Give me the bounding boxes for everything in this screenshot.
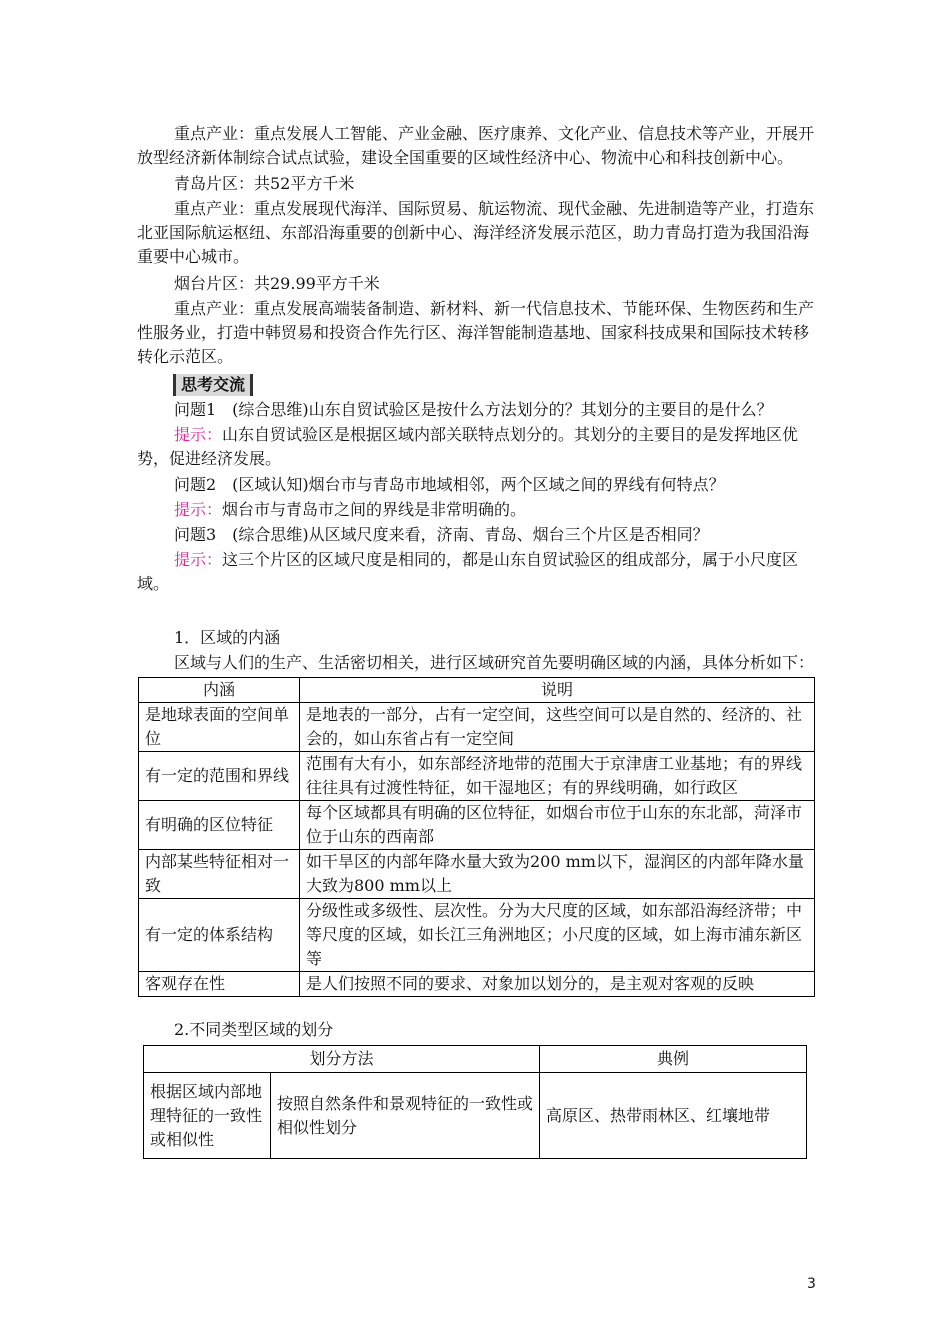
qingdao-industry-paragraph: 重点产业：重点发展现代海洋、国际贸易、航运物流、现代金融、先进制造等产业，打造东北亚国际航运枢纽、东部沿海重要的创新中心、海洋经济发展示范区，助力青岛打造为我国沿海重要中心城市。 [137,199,815,266]
think-exchange-heading: 思考交流 [173,374,253,396]
cell-connotation: 是地球表面的空间单位 [139,703,300,752]
cell-method: 按照自然条件和景观特征的一致性或相似性划分 [271,1073,540,1159]
question-1: 问题1 (综合思维)山东自贸试验区是按什么方法划分的？其划分的主要目的是什么？ [174,400,773,419]
cell-connotation: 内部某些特征相对一致 [139,850,300,899]
hint-label: 提示： [174,425,223,444]
region-connotation-table [138,677,815,997]
qingdao-area-line: 青岛片区：共52平方千米 [174,174,355,193]
region-division-table [143,1045,807,1159]
header-example: 典例 [540,1046,807,1073]
hint-label: 提示： [174,550,223,569]
header-connotation: 内涵 [139,678,300,703]
cell-connotation: 有明确的区位特征 [139,801,300,850]
cell-connotation: 有一定的范围和界线 [139,752,300,801]
cell-explanation: 如干旱区的内部年降水量大致为200 mm以下，湿润区的内部年降水量大致为800 mm以上 [300,850,815,899]
cell-basis: 根据区域内部地理特征的一致性或相似性 [144,1073,271,1159]
header-division-method: 划分方法 [144,1046,540,1073]
question-2: 问题2 (区域认知)烟台市与青岛市地域相邻，两个区域之间的界线有何特点？ [174,475,725,494]
table-row [139,801,815,850]
table-header-row [144,1046,807,1073]
yantai-area-line: 烟台片区：共29.99平方千米 [174,274,380,293]
answer-1: 提示：山东自贸试验区是根据区域内部关联特点划分的。其划分的主要目的是发挥地区优势，促进经济发展。 [137,425,799,468]
cell-connotation: 有一定的体系结构 [139,899,300,972]
answer-2: 提示：烟台市与青岛市之间的界线是非常明确的。 [174,500,527,519]
yantai-industry-paragraph: 重点产业：重点发展高端装备制造、新材料、新一代信息技术、节能环保、生物医药和生产性服务业，打造中韩贸易和投资合作先行区、海洋智能制造基地、国家科技成果和国际技术转移转化示范区。 [137,299,815,366]
header-explanation: 说明 [300,678,815,703]
cell-explanation: 分级性或多级性、层次性。分为大尺度的区域，如东部沿海经济带；中等尺度的区域，如长江三角洲地区；小尺度的区域，如上海市浦东新区等 [300,899,815,972]
cell-explanation: 范围有大有小，如东部经济地带的范围大于京津唐工业基地；有的界线往往具有过渡性特征，如干湿地区；有的界线明确，如行政区 [300,752,815,801]
section-1-intro: 区域与人们的生产、生活密切相关，进行区域研究首先要明确区域的内涵，具体分析如下： [174,653,815,672]
table-row [139,899,815,972]
cell-connotation: 客观存在性 [139,972,300,997]
cell-explanation: 每个区域都具有明确的区位特征，如烟台市位于山东的东北部，菏泽市位于山东的西南部 [300,801,815,850]
cell-example: 高原区、热带雨林区、红壤地带 [540,1073,807,1159]
jinan-industry-paragraph: 重点产业：重点发展人工智能、产业金融、医疗康养、文化产业、信息技术等产业，开展开放型经济新体制综合试点试验，建设全国重要的区域性经济中心、物流中心和科技创新中心。 [137,124,815,167]
question-3: 问题3 (综合思维)从区域尺度来看，济南、青岛、烟台三个片区是否相同？ [174,525,709,544]
table-row [144,1073,807,1159]
section-1-title: 1．区域的内涵 [174,628,281,647]
section-2-title: 2.不同类型区域的划分 [174,1020,334,1039]
cell-explanation: 是人们按照不同的要求、对象加以划分的，是主观对客观的反映 [300,972,815,997]
table-row [139,972,815,997]
answer-3: 提示：这三个片区的区域尺度是相同的，都是山东自贸试验区的组成部分，属于小尺度区域。 [137,550,799,593]
table-row [139,703,815,752]
page-number: 3 [807,1276,816,1292]
table-row [139,850,815,899]
cell-explanation: 是地表的一部分，占有一定空间，这些空间可以是自然的、经济的、社会的，如山东省占有一定空间 [300,703,815,752]
table-header-row [139,678,815,703]
hint-label: 提示： [174,500,223,519]
table-row [139,752,815,801]
